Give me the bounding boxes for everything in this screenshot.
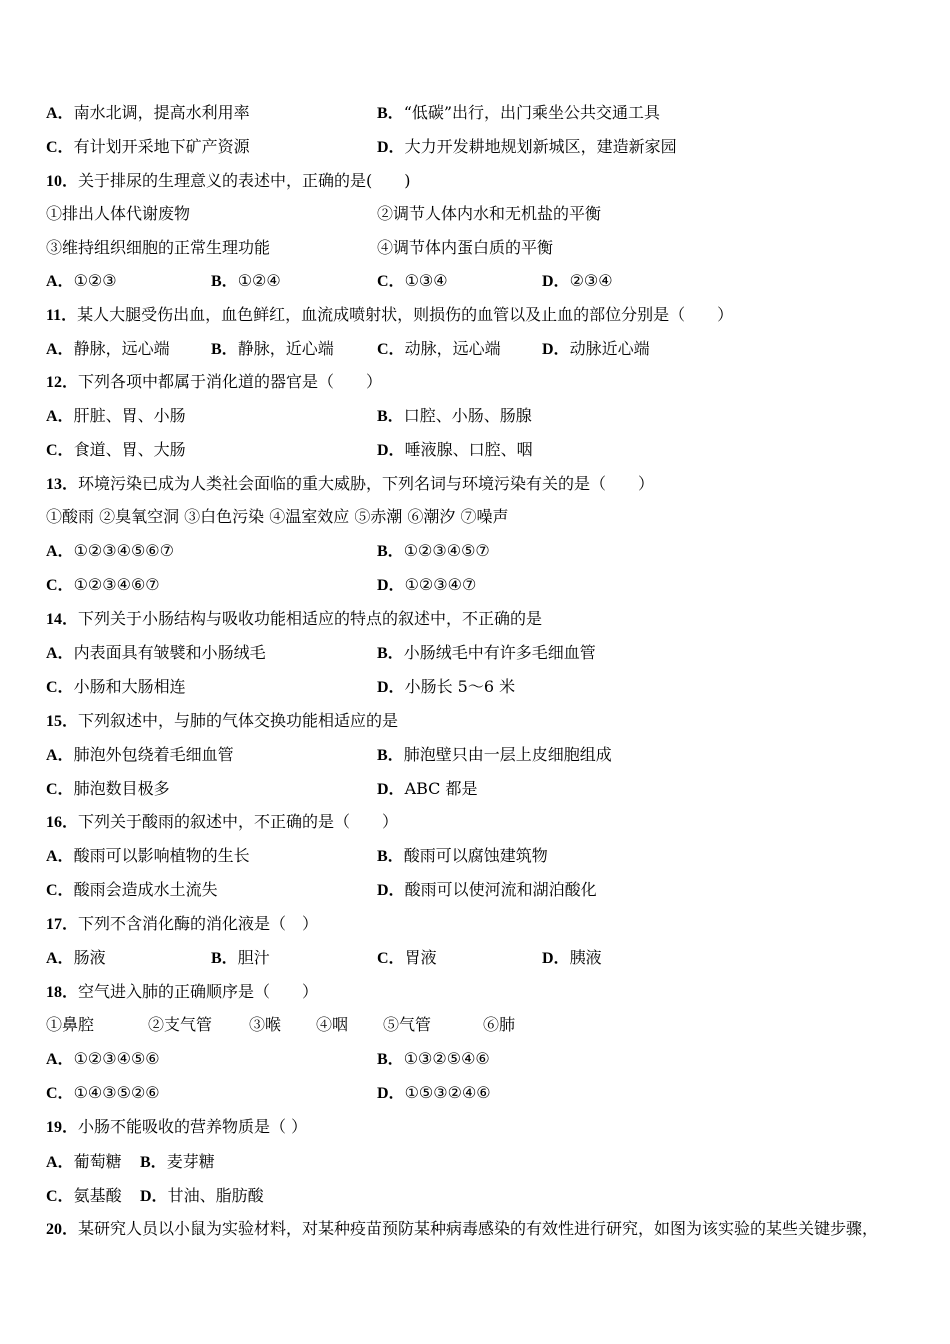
option <box>377 774 478 805</box>
text-content: 胰液 <box>569 948 602 967</box>
text-content: “低碳”出行，出门乘坐公共交通工具 <box>403 103 661 122</box>
option <box>46 1181 122 1212</box>
text-content: 食道、胃、大肠 <box>73 440 186 459</box>
option-letter: A． <box>46 341 74 358</box>
text-content: 静脉，近心端 <box>237 339 334 358</box>
option-letter: D． <box>140 1188 168 1205</box>
option-letter: A． <box>46 848 74 865</box>
text-content: 氨基酸 <box>73 1186 122 1205</box>
option-letter: A． <box>46 747 74 764</box>
option-letter: B． <box>377 543 404 560</box>
text-content: 麦芽糖 <box>166 1152 215 1171</box>
option-letter: B． <box>377 105 404 122</box>
text-content: 下列关于酸雨的叙述中，不正确的是（ ） <box>78 812 399 831</box>
question-number: 11． <box>46 307 78 324</box>
option <box>46 435 186 466</box>
option-letter: C． <box>46 442 74 459</box>
text-content: 南水北调，提高水利用率 <box>73 103 250 122</box>
text-content: 酸雨会造成水土流失 <box>73 880 218 899</box>
text-content: ①鼻腔 <box>46 1015 95 1034</box>
text-content: 胆汁 <box>237 948 270 967</box>
text-segment <box>46 502 509 532</box>
option <box>377 334 501 365</box>
text-content: ①②③④⑤⑥ <box>73 1049 160 1068</box>
text-content: ③喉 <box>249 1015 282 1034</box>
text-content: 葡萄糖 <box>73 1152 122 1171</box>
text-segment <box>249 1010 281 1040</box>
option-letter: B． <box>211 341 238 358</box>
text-content: 下列不含消化酶的消化液是（ ） <box>78 914 319 933</box>
text-content: 口腔、小肠、肠腺 <box>403 406 532 425</box>
option <box>140 1181 264 1212</box>
option <box>542 943 602 974</box>
option-letter: B． <box>140 1154 167 1171</box>
option <box>377 266 448 297</box>
option <box>46 1044 160 1075</box>
option <box>46 98 250 129</box>
text-content: ②调节人体内水和无机盐的平衡 <box>377 204 602 223</box>
option <box>377 98 660 129</box>
option <box>542 266 613 297</box>
text-content: 内表面具有皱襞和小肠绒毛 <box>73 643 266 662</box>
text-segment <box>46 977 318 1008</box>
text-content: ①②③④⑤⑥⑦ <box>73 541 174 560</box>
text-content: 肺泡数目极多 <box>73 779 170 798</box>
option <box>46 638 266 669</box>
text-content: ①酸雨 ②臭氧空洞 ③白色污染 ④温室效应 ⑤赤潮 ⑥潮汐 ⑦噪声 <box>46 507 509 526</box>
question-number: 16． <box>46 814 79 831</box>
option <box>46 841 250 872</box>
text-content: ①④③⑤②⑥ <box>73 1083 160 1102</box>
option <box>211 334 334 365</box>
text-content: 静脉，远心端 <box>73 339 170 358</box>
text-content: 某人大腿受伤出血，血色鲜红，血流成喷射状，则损伤的血管以及止血的部位分别是（ ） <box>77 305 734 324</box>
text-content: 关于排尿的生理意义的表述中，正确的是( ) <box>78 171 411 190</box>
option <box>542 334 650 365</box>
option-letter: B． <box>377 408 404 425</box>
option <box>377 401 532 432</box>
text-content: ⑤气管 <box>383 1015 432 1034</box>
text-content: ①②③④⑦ <box>404 575 477 594</box>
text-content: 空气进入肺的正确顺序是（ ） <box>78 982 319 1001</box>
option-letter: D． <box>377 679 405 696</box>
text-content: 有计划开采地下矿产资源 <box>73 137 250 156</box>
text-content: 小肠不能吸收的营养物质是（ ） <box>78 1117 308 1136</box>
option <box>46 266 117 297</box>
option <box>377 841 548 872</box>
option <box>46 943 106 974</box>
text-segment <box>316 1010 348 1040</box>
text-content: 肺泡外包绕着毛细血管 <box>73 745 234 764</box>
option <box>377 943 437 974</box>
text-content: ④咽 <box>316 1015 349 1034</box>
question-number: 10． <box>46 173 79 190</box>
option-letter: D． <box>377 577 405 594</box>
text-content: ②③④ <box>569 271 613 290</box>
option-letter: B． <box>377 645 404 662</box>
text-content: 肝脏、胃、小肠 <box>73 406 186 425</box>
option-letter: D． <box>377 442 405 459</box>
text-segment <box>46 469 654 500</box>
option <box>46 334 170 365</box>
option-letter: C． <box>46 139 74 156</box>
option-letter: D． <box>377 781 405 798</box>
text-segment <box>46 367 382 398</box>
text-content: ③维持组织细胞的正常生理功能 <box>46 238 271 257</box>
option <box>140 1147 215 1178</box>
option-letter: A． <box>46 645 74 662</box>
text-content: ①②③④⑤⑦ <box>403 541 490 560</box>
option-letter: B． <box>211 950 238 967</box>
text-segment <box>383 1010 431 1040</box>
option <box>46 536 174 567</box>
text-content: ①②④ <box>237 271 281 290</box>
text-content: ②支气管 <box>148 1015 213 1034</box>
option <box>377 740 612 771</box>
text-content: 酸雨可以影响植物的生长 <box>73 846 250 865</box>
text-content: 酸雨可以使河流和湖泊酸化 <box>404 880 597 899</box>
question-number: 20． <box>46 1221 79 1238</box>
option <box>46 740 234 771</box>
option <box>46 570 160 601</box>
text-content: 肠液 <box>73 948 106 967</box>
question-number: 13． <box>46 476 79 493</box>
option-letter: C． <box>46 781 74 798</box>
option-letter: A． <box>46 105 74 122</box>
text-content: 肺泡壁只由一层上皮细胞组成 <box>403 745 612 764</box>
option-letter: A． <box>46 950 74 967</box>
text-content: 唾液腺、口腔、咽 <box>404 440 533 459</box>
option-letter: A． <box>46 1154 74 1171</box>
option-letter: D． <box>542 950 570 967</box>
question-number: 15． <box>46 713 79 730</box>
option-letter: A． <box>46 1051 74 1068</box>
option <box>211 943 270 974</box>
option-letter: B． <box>211 273 238 290</box>
text-segment <box>46 233 270 263</box>
text-content: 小肠绒毛中有许多毛细血管 <box>403 643 596 662</box>
text-content: ABC 都是 <box>404 779 478 798</box>
text-segment <box>46 166 411 197</box>
option-letter: C． <box>377 950 405 967</box>
text-content: ①③②⑤④⑥ <box>403 1049 490 1068</box>
text-segment <box>46 604 542 635</box>
text-segment <box>377 199 601 229</box>
option <box>211 266 281 297</box>
option-letter: A． <box>46 273 74 290</box>
option-letter: B． <box>377 1051 404 1068</box>
option-letter: C． <box>377 341 405 358</box>
text-content: 酸雨可以腐蚀建筑物 <box>403 846 548 865</box>
option-letter: C． <box>46 577 74 594</box>
question-number: 18． <box>46 984 79 1001</box>
text-content: 下列关于小肠结构与吸收功能相适应的特点的叙述中，不正确的是 <box>78 609 543 628</box>
text-content: 下列叙述中，与肺的气体交换功能相适应的是 <box>78 711 399 730</box>
text-content: ①②③④⑥⑦ <box>73 575 160 594</box>
option <box>377 1078 491 1109</box>
text-content: 动脉，远心端 <box>404 339 501 358</box>
option-letter: C． <box>377 273 405 290</box>
option-letter: B． <box>377 747 404 764</box>
text-segment <box>46 300 733 331</box>
text-segment <box>46 1010 94 1040</box>
option-letter: D． <box>377 882 405 899</box>
option <box>377 132 677 163</box>
option-letter: C． <box>46 1085 74 1102</box>
option <box>46 401 186 432</box>
text-segment <box>377 233 553 263</box>
option <box>377 570 476 601</box>
text-content: 某研究人员以小鼠为实验材料，对某种疫苗预防某种病毒感染的有效性进行研究，如图为该实验的某些关键步骤， <box>78 1219 879 1238</box>
text-content: ①⑤③②④⑥ <box>404 1083 491 1102</box>
text-content: 小肠和大肠相连 <box>73 677 186 696</box>
text-segment <box>148 1010 212 1040</box>
text-segment <box>46 807 398 838</box>
option-letter: C． <box>46 882 74 899</box>
option-letter: D． <box>542 341 570 358</box>
text-content: ①排出人体代谢废物 <box>46 204 191 223</box>
option <box>46 672 186 703</box>
text-content: ⑥肺 <box>483 1015 516 1034</box>
text-segment <box>46 199 190 229</box>
text-content: 大力开发耕地规划新城区，建造新家园 <box>404 137 677 156</box>
text-content: 环境污染已成为人类社会面临的重大威胁，下列名词与环境污染有关的是（ ） <box>78 474 655 493</box>
option <box>377 875 597 906</box>
option <box>377 672 515 703</box>
option <box>46 1078 160 1109</box>
option <box>46 1147 122 1178</box>
text-content: ①②③ <box>73 271 117 290</box>
text-content: 小肠长 5～6 米 <box>404 677 516 696</box>
option-letter: D． <box>377 139 405 156</box>
text-content: ①③④ <box>404 271 448 290</box>
question-number: 14． <box>46 611 79 628</box>
question-number: 17． <box>46 916 79 933</box>
option <box>377 1044 490 1075</box>
option <box>377 536 490 567</box>
option <box>46 875 218 906</box>
option-letter: A． <box>46 543 74 560</box>
option <box>46 774 170 805</box>
question-number: 12． <box>46 374 79 391</box>
question-number: 19． <box>46 1119 79 1136</box>
option-letter: C． <box>46 1188 74 1205</box>
option <box>46 132 250 163</box>
text-content: 胃液 <box>404 948 437 967</box>
option <box>377 638 596 669</box>
text-segment <box>46 1112 307 1143</box>
option-letter: B． <box>377 848 404 865</box>
text-segment <box>46 909 318 940</box>
text-segment <box>46 1214 878 1245</box>
option-letter: D． <box>542 273 570 290</box>
text-segment <box>46 706 398 737</box>
option-letter: C． <box>46 679 74 696</box>
text-content: 下列各项中都属于消化道的器官是（ ） <box>78 372 383 391</box>
text-content: 动脉近心端 <box>569 339 650 358</box>
option-letter: A． <box>46 408 74 425</box>
option <box>377 435 533 466</box>
text-segment <box>483 1010 515 1040</box>
option-letter: D． <box>377 1085 405 1102</box>
text-content: 甘油、脂肪酸 <box>167 1186 264 1205</box>
text-content: ④调节体内蛋白质的平衡 <box>377 238 554 257</box>
